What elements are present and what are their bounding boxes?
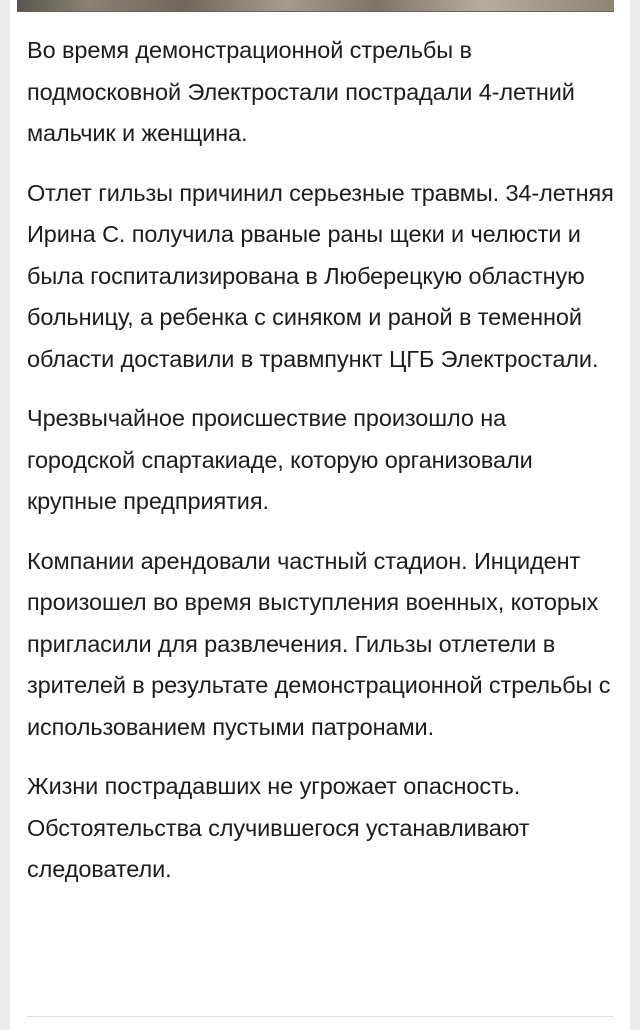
article-photo[interactable] [17, 0, 614, 12]
article-paragraph: Во время демонстрационной стрельбы в подмосковной Электростали пострадали 4-летний мальчик и женщина. [27, 37, 575, 146]
article-paragraph: Компании арендовали частный стадион. Инцидент произошел во время выступления военных, которых пригласили для развлечения. Гильзы отлетели в зрителей в результате демонстрационной стрельбы с использованием пустыми патронами. [27, 547, 611, 740]
section-divider [27, 1016, 614, 1017]
article-paragraph: Отлет гильзы причинил серьезные травмы. 34-летняя Ирина С. получила рваные раны щеки и челюсти и была госпитализирована в Люберецкую областную больницу, а ребенка с синяком и раной в теменной области доставили в травмпункт ЦГБ Электростали. [27, 179, 614, 372]
article-paragraph: Жизни пострадавших не угрожает опасность. Обстоятельства случившегося устанавливают следователи. [27, 773, 530, 882]
article-body [27, 30, 615, 909]
article-paragraph: Чрезвычайное происшествие произошло на городской спартакиаде, которую организовали крупные предприятия. [27, 405, 533, 514]
